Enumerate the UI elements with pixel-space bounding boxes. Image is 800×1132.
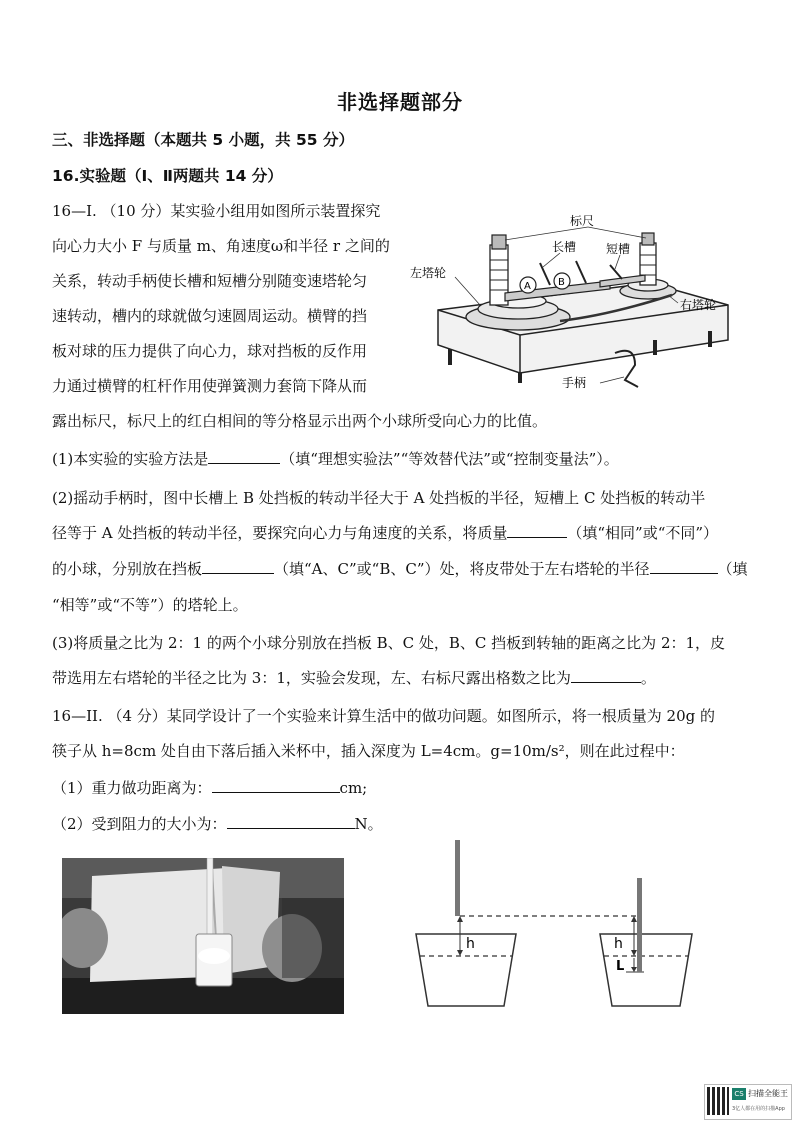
label-long-slot: 长槽 (552, 240, 577, 254)
scanner-watermark (704, 1084, 792, 1120)
question-3-line-2 (52, 667, 656, 688)
label-short-slot: 短槽 (606, 242, 631, 256)
label-ruler: 标尺 (570, 214, 595, 228)
watermark-app-name: 扫描全能王 (748, 1089, 788, 1098)
question-1 (52, 448, 619, 469)
cs-logo-badge: CS (732, 1088, 746, 1100)
label-h-right: h (614, 936, 623, 952)
answer-blank-2c[interactable] (650, 559, 718, 574)
part1-intro-line: 露出标尺，标尺上的红白相间的等分格显示出两个小球所受向心力的比值。 (52, 412, 548, 430)
centripetal-force-apparatus-figure (410, 205, 770, 405)
part2-question-1-suffix: cm; (339, 779, 368, 797)
question-3-line-1: (3)将质量之比为 2：1 的两个小球分别放在挡板 B、C 处，B、C 挡板到转轴的距离之比为 2：1，皮 (52, 634, 726, 652)
section-heading: 三、非选择题（本题共 5 小题，共 55 分） (52, 131, 354, 149)
question-2-line-4: “相等”或“不等”）的塔轮上。 (52, 596, 248, 614)
part1-intro-line: 板对球的压力提供了向心力，球对挡板的反作用 (52, 342, 368, 360)
experiment-photo (62, 858, 344, 1014)
answer-blank-4[interactable] (212, 778, 340, 793)
part2-question-2-prefix: （2）受到阻力的大小为： (52, 815, 227, 833)
answer-blank-3[interactable] (571, 668, 641, 683)
question-2-line-1: (2)摇动手柄时，图中长槽上 B 处挡板的转动半径大于 A 处挡板的半径，短槽上 C 处挡板的转动半 (52, 489, 706, 507)
page-title: 非选择题部分 (337, 90, 463, 114)
question-1-prefix: (1)本实验的实验方法是 (52, 450, 209, 468)
question-2-line-2 (52, 522, 718, 543)
part1-intro-line: 速转动，槽内的球就做匀速圆周运动。横臂的挡 (52, 307, 368, 325)
question-2-text: （填“A、C”或“B、C”）处，将皮带处于左右塔轮的半径 (274, 560, 650, 578)
question-2-text: 径等于 A 处挡板的转动半径，要探究向心力与角速度的关系，将质量 (52, 524, 508, 542)
question-1-suffix: （填“理想实验法”“等效替代法”或“控制变量法”）。 (280, 450, 619, 468)
label-left-wheel: 左塔轮 (410, 266, 447, 280)
part2-line-1: 16—II. （4 分）某同学设计了一个实验来计算生活中的做功问题。如图所示，将一根质量为 20g 的 (52, 707, 716, 725)
part1-intro-line: 关系，转动手柄使长槽和短槽分别随变速塔轮匀 (52, 272, 368, 290)
answer-blank-2b[interactable] (202, 559, 274, 574)
part2-line-2: 筷子从 h=8cm 处自由下落后插入米杯中，插入深度为 L=4cm。g=10m/s²，则在此过程中： (52, 742, 685, 760)
question-3-text: 带选用左右塔轮的半径之比为 3：1，实验会发现，左、右标尺露出格数之比为 (52, 669, 571, 687)
question-2-text: 的小球，分别放在挡板 (52, 560, 203, 578)
part2-question-1 (52, 777, 367, 798)
chopstick-drop-diagram (404, 836, 704, 1016)
label-right-wheel: 右塔轮 (680, 298, 717, 312)
question-16-heading: 16.实验题（Ⅰ、Ⅱ两题共 14 分） (52, 167, 283, 185)
part1-intro-line: 力通过横臂的杠杆作用使弹簧测力套筒下降从而 (52, 377, 368, 395)
part1-intro-line: 向心力大小 F 与质量 m、角速度ω和半径 r 之间的 (52, 237, 390, 255)
question-2-text: （填“相同”或“不同”） (567, 524, 719, 542)
label-slot-A: A (524, 281, 531, 292)
part2-question-1-prefix: （1）重力做功距离为： (52, 779, 212, 797)
question-2-text: （填 (717, 560, 748, 578)
label-L: L (616, 959, 625, 974)
part1-intro-line: 16—I. （10 分）某实验小组用如图所示装置探究 (52, 202, 381, 220)
qr-code-icon (707, 1087, 729, 1115)
watermark-tagline: 3亿人都在用的扫描App (732, 1106, 785, 1112)
label-slot-B: B (558, 277, 565, 288)
question-3-text: 。 (640, 669, 656, 687)
part2-question-2-suffix: N。 (354, 815, 383, 833)
question-2-line-3 (52, 558, 748, 579)
part2-question-2 (52, 813, 383, 834)
label-h-left: h (466, 936, 475, 952)
answer-blank-2a[interactable] (507, 523, 567, 538)
label-handle: 手柄 (562, 376, 587, 390)
answer-blank-1[interactable] (208, 449, 280, 464)
answer-blank-5[interactable] (227, 814, 355, 829)
